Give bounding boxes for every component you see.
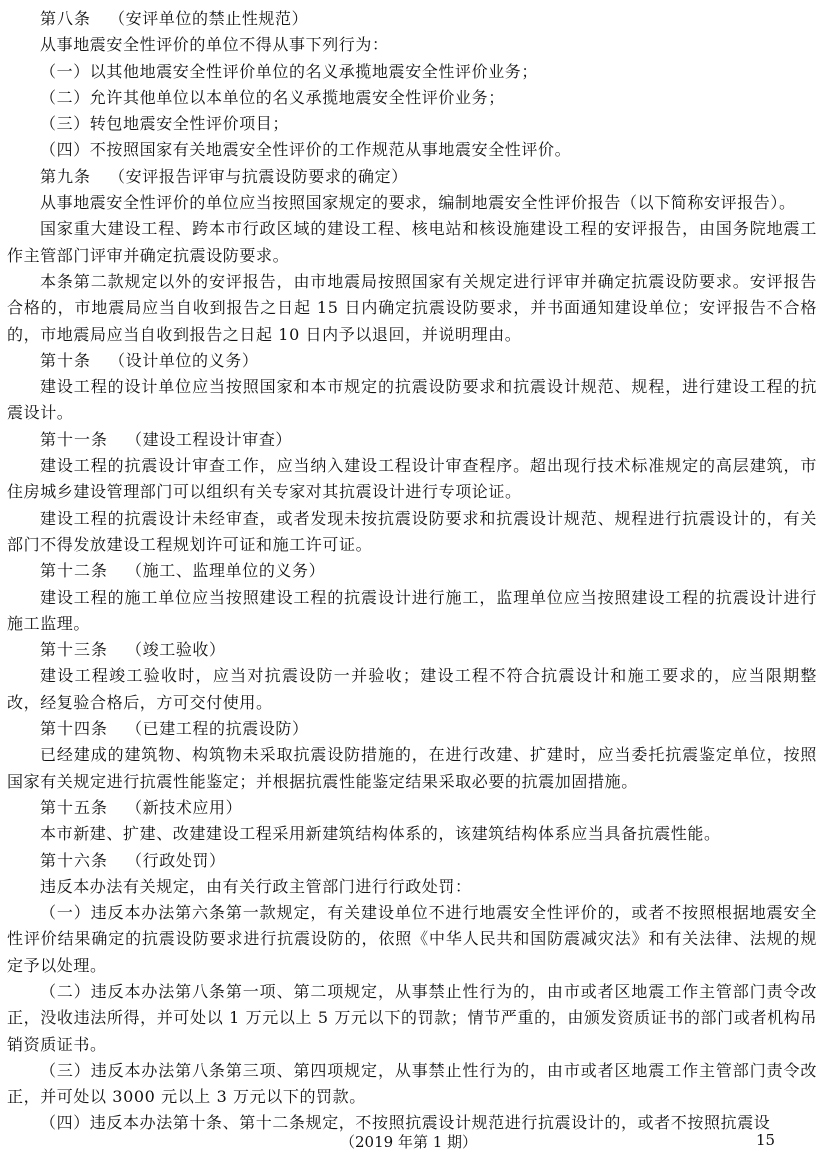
paragraph: （一）以其他地震安全性评价单位的名义承揽地震安全性评价业务；	[40, 61, 539, 81]
article-title: （新技术应用）	[126, 797, 243, 817]
article-title: （安评报告评审与抗震设防要求的确定）	[109, 166, 408, 186]
paragraph: （四）违反本办法第十条、第十二条规定，不按照抗震设计规范进行抗震设计的，或者不按照抗震设	[40, 1113, 771, 1133]
paragraph: 从事地震安全性评价的单位不得从事下列行为：	[40, 35, 389, 55]
article-heading	[7, 348, 817, 374]
paragraph: 本市新建、扩建、改建建设工程采用新建筑结构体系的，该建筑结构体系应当具备抗震性能。	[40, 824, 721, 844]
article-heading	[7, 716, 817, 742]
article-number: 第十四条	[40, 719, 109, 739]
article-title: （设计单位的义务）	[109, 350, 259, 370]
page-number: 15	[756, 1131, 776, 1149]
paragraph: （二）违反本办法第八条第一项、第二项规定，从事禁止性行为的，由市或者区地震工作主管部门责令改正，没收违法所得，并可处以 1 万元以上 5 万元以下的罚款；情节严重的，由颁发资质证书的部门或者机构吊销资质证书。	[7, 981, 817, 1054]
paragraph: 从事地震安全性评价的单位应当按照国家规定的要求，编制地震安全性评价报告（以下简称安评报告）。	[40, 193, 796, 213]
article-number: 第十一条	[40, 429, 109, 449]
paragraph: （三）转包地震安全性评价项目；	[40, 114, 290, 134]
article-title: （施工、监理单位的义务）	[126, 561, 326, 581]
article-number: 第十五条	[40, 797, 109, 817]
paragraph: （四）不按照国家有关地震安全性评价的工作规范从事地震安全性评价。	[40, 140, 572, 160]
article-number: 第十条	[40, 350, 92, 370]
paragraph: 已经建成的建筑物、构筑物未采取抗震设防措施的，在进行改建、扩建时，应当委托抗震鉴定单位，按照国家有关规定进行抗震性能鉴定；并根据抗震性能鉴定结果采取必要的抗震加固措施。	[7, 745, 817, 791]
paragraph: 建设工程的设计单位应当按照国家和本市规定的抗震设防要求和抗震设计规范、规程，进行建设工程的抗震设计。	[7, 377, 817, 423]
article-title: （行政处罚）	[126, 850, 226, 870]
article-heading	[7, 637, 817, 663]
article-heading	[7, 558, 817, 584]
article-title: （建设工程设计审查）	[126, 429, 293, 449]
article-number: 第十六条	[40, 850, 109, 870]
issue-label: （2019 年第 1 期）	[340, 1133, 478, 1151]
paragraph: 建设工程的抗震设计未经审查，或者发现未按抗震设防要求和抗震设计规范、规程进行抗震设计的，有关部门不得发放建设工程规划许可证和施工许可证。	[7, 508, 817, 554]
article-number: 第十二条	[40, 561, 109, 581]
paragraph: 建设工程的施工单位应当按照建设工程的抗震设计进行施工，监理单位应当按照建设工程的抗震设计进行施工监理。	[7, 587, 817, 633]
article-heading	[7, 164, 817, 190]
paragraph: （二）允许其他单位以本单位的名义承揽地震安全性评价业务；	[40, 87, 505, 107]
article-number: 第十三条	[40, 640, 109, 660]
article-heading	[7, 6, 817, 32]
paragraph: 国家重大建设工程、跨本市行政区域的建设工程、核电站和核设施建设工程的安评报告，由国务院地震工作主管部门评审并确定抗震设防要求。	[7, 219, 817, 265]
article-heading	[7, 848, 817, 874]
paragraph: 建设工程的抗震设计审查工作，应当纳入建设工程设计审查程序。超出现行技术标准规定的高层建筑，市住房城乡建设管理部门可以组织有关专家对其抗震设计进行专项论证。	[7, 456, 817, 502]
article-title: （竣工验收）	[126, 640, 226, 660]
document-body	[7, 6, 817, 1137]
paragraph: 建设工程竣工验收时，应当对抗震设防一并验收；建设工程不符合抗震设计和施工要求的，应当限期整改，经复验合格后，方可交付使用。	[7, 666, 817, 712]
paragraph: 本条第二款规定以外的安评报告，由市地震局按照国家有关规定进行评审并确定抗震设防要求。安评报告合格的，市地震局应当自收到报告之日起 15 日内确定抗震设防要求，并书面通知建设单位；安评报告不合格的，市地震局应当自收到报告之日起 10 日内予以退回，并说明理由。	[7, 271, 817, 344]
article-heading	[7, 427, 817, 453]
article-number: 第八条	[40, 9, 92, 28]
article-heading	[7, 795, 817, 821]
article-title: （已建工程的抗震设防）	[126, 719, 309, 739]
paragraph: （一）违反本办法第六条第一款规定，有关建设单位不进行地震安全性评价的，或者不按照根据地震安全性评价结果确定的抗震设防要求进行抗震设防的，依照《中华人民共和国防震减灾法》和有关法律、法规的规定予以处理。	[7, 903, 817, 975]
page-footer	[0, 1131, 827, 1153]
article-title: （安评单位的禁止性规范）	[109, 9, 309, 28]
article-number: 第九条	[40, 166, 92, 186]
paragraph: 违反本办法有关规定，由有关行政主管部门进行行政处罚：	[40, 876, 472, 896]
paragraph: （三）违反本办法第八条第三项、第四项规定，从事禁止性行为的，由市或者区地震工作主管部门责令改正，并可处以 3000 元以上 3 万元以下的罚款。	[7, 1060, 817, 1107]
